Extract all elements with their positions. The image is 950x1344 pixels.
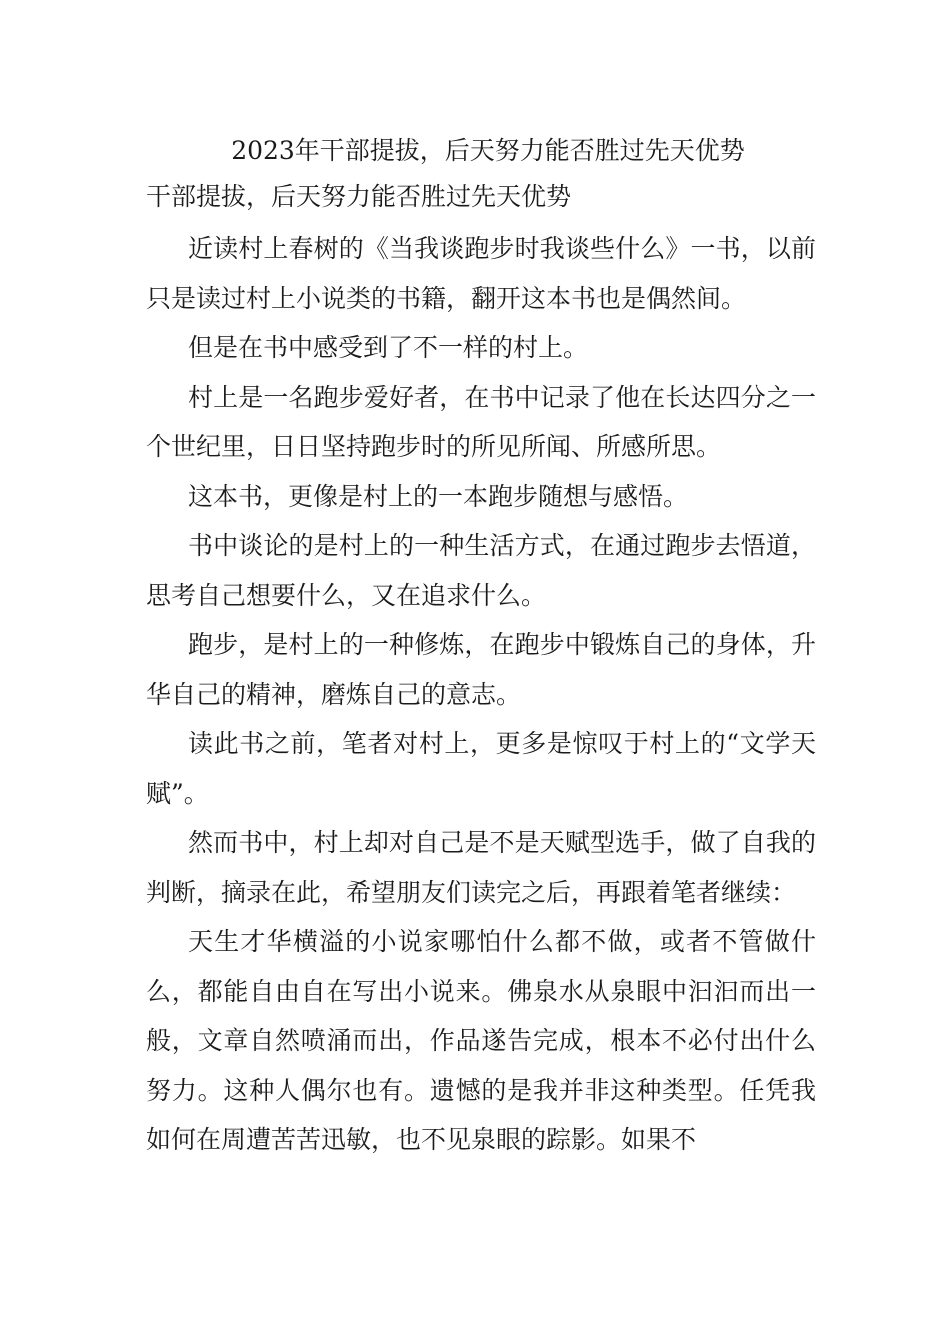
paragraph-6: 跑步，是村上的一种修炼，在跑步中锻炼自己的身体，升华自己的精神，磨炼自己的意志。 (146, 630, 816, 709)
paragraph-9: 天生才华横溢的小说家哪怕什么都不做，或者不管做什么，都能自由自在写出小说来。佛泉水从泉眼中汩汩而出一般，文章自然喷涌而出，作品遂告完成，根本不必付出什么努力。这种人偶尔也有。遗憾的是我并非这种类型。任凭我如何在周遭苦苦迅敏，也不见泉眼的踪影。如果不 (146, 927, 816, 1154)
paragraph-2: 但是在书中感受到了不一样的村上。 (188, 333, 589, 362)
paragraph-4: 这本书，更像是村上的一本跑步随想与感悟。 (188, 481, 689, 511)
paragraph-5: 书中谈论的是村上的一种生活方式，在通过跑步去悟道，思考自己想要什么，又在追求什么。 (146, 531, 816, 610)
paragraph-3: 村上是一名跑步爱好者，在书中记录了他在长达四分之一个世纪里，日日坚持跑步时的所见所闻、所感所思。 (146, 382, 816, 461)
paragraph-7: 读此书之前，笔者对村上，更多是惊叹于村上的“文学天赋”。 (146, 729, 816, 808)
paragraph-1: 近读村上春树的《当我谈跑步时我谈些什么》一书，以前只是读过村上小说类的书籍，翻开这本书也是偶然间。 (146, 234, 816, 313)
paragraph-8: 然而书中，村上却对自己是不是天赋型选手，做了自我的判断，摘录在此，希望朋友们读完之后，再跟着笔者继续： (146, 828, 816, 907)
document-subtitle: 干部提拔，后天努力能否胜过先天优势 (146, 182, 572, 211)
document-body (146, 128, 816, 1165)
document-title: 2023年干部提拔，后天努力能否胜过先天优势 (231, 136, 745, 165)
